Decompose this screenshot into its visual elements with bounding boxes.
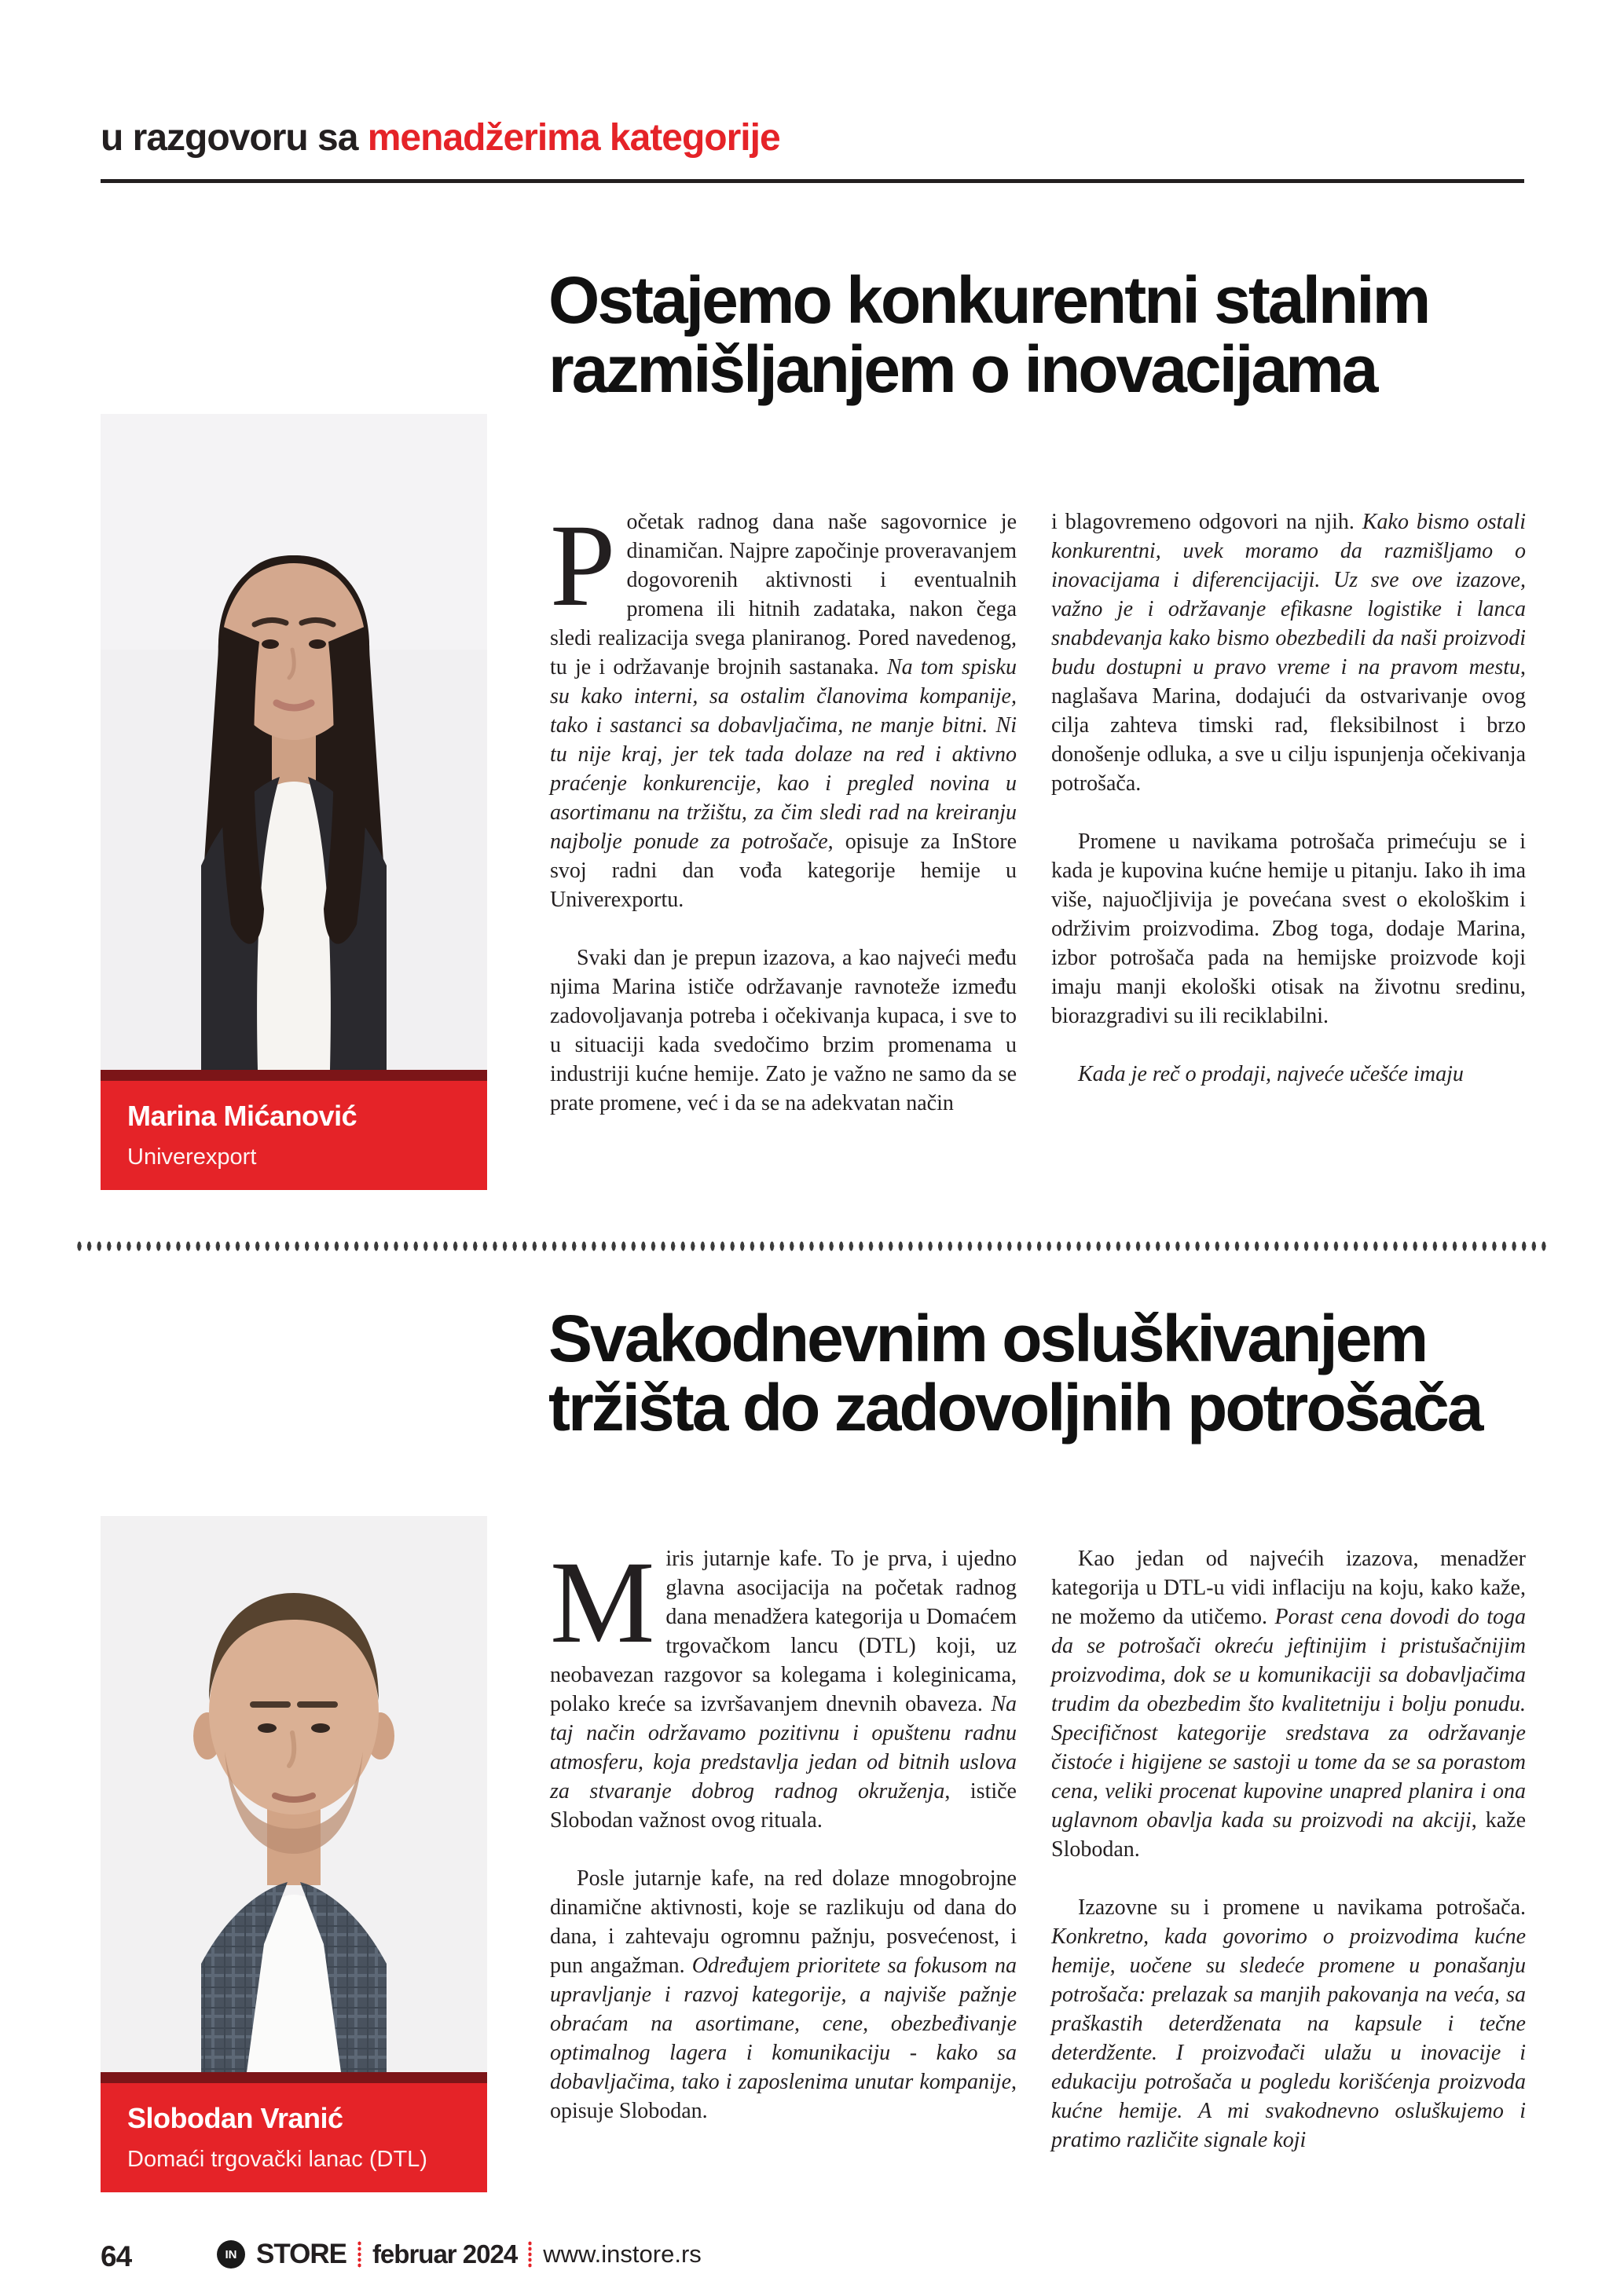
article2-column2 (1051, 1544, 1526, 2155)
kicker-highlight: menadžerima kategorije (367, 117, 780, 159)
website-url: www.instore.rs (543, 2240, 702, 2268)
dropcap: P (550, 500, 616, 631)
header-rule (101, 179, 1524, 183)
portrait-photo-marina (101, 414, 487, 1070)
page-footer (0, 2239, 1624, 2275)
person-name: Slobodan Vranić (127, 2102, 343, 2134)
article2-title (548, 1302, 1554, 1445)
page-number: 64 (101, 2240, 132, 2272)
article2-title-line1: Svakodnevnim osluškivanjem (548, 1302, 1427, 1375)
store-wordmark: STORE (256, 2239, 346, 2269)
article1-title-line1: Ostajemo konkurentni stalnim (548, 263, 1429, 337)
paragraph: Izazovne su i promene u navikama potrošača. Konkretno, kada govorimo o proizvodima kućne hemije, uočene su sledeće promene u ponašanju potrošača: prelazak sa manjih pakovanja na veća, sa praškastih deterdženata na kapsule i tečne deterdžente. I proizvođači ulažu u inovacije i edukaciju potrošača u pogledu korišćenja proizvoda kućne hemije. A mi svakodnevno osluškujemo i pratimo različite signale koji (1051, 1895, 1526, 2152)
caption-dark-strip (101, 2072, 487, 2083)
article1-title (548, 265, 1554, 404)
section-kicker (101, 116, 780, 159)
red-dotted-separator (528, 2241, 532, 2268)
instore-logo-group (217, 2239, 702, 2270)
in-circle-icon: IN (217, 2240, 245, 2269)
article1-title-line2: razmišljanjem o inovacijama (548, 332, 1377, 406)
paragraph: Svaki dan je prepun izazova, a kao najveći među njima Marina ističe održavanje ravnoteže između zadovoljavanja potreba i očekivanja kupaca, i sve to u situaciji kada svedočimo brzim promenama u industriji kućne hemije. Zato je važno ne samo da se prate promene, već i da se na adekvatan način (550, 946, 1017, 1115)
article2-title-line2: tržišta do zadovoljnih potrošača (548, 1371, 1482, 1445)
article1-column2 (1051, 507, 1526, 1089)
person-company: Domaći trgovački lanac (DTL) (127, 2147, 427, 2172)
caption-dark-strip (101, 1070, 487, 1081)
caption-box-slobodan (101, 2072, 487, 2192)
issue-date: februar 2024 (372, 2239, 518, 2269)
paragraph: Početak radnog dana naše sagovornice je dinamičan. Najpre započinje proveravanjem dogovorenih aktivnosti i eventualnih promena ili hitnih zadataka, nakon čega sledi realizacija svega planiranog. Pored navedenog, tu je i održavanje brojnih sastanaka. Na tom spisku su kako interni, sa ostalim članovima kompanije, tako i sastanci sa dobavljačima, ne manje bitni. Ni tu nije kraj, jer tek tada dolaze na red i aktivno praćenje konkurencije, kao i pregled novina u asortimanu na tržištu, za čim sledi rad na kreiranju najbolje ponude za potrošače, opisuje za InStore svoj radni dan vođa kategorije hemije u Univerexportu. (550, 500, 1017, 912)
paragraph: Kada je reč o prodaji, najveće učešće imaju (1078, 1062, 1464, 1086)
paragraph: Miris jutarnje kafe. To je prva, i ujedno glavna asocijacija na početak radnog dana menadžera kategorija u Domaćem trgovačkom lancu (DTL) koji, uz neobavezan razgovor sa kolegama i koleginicama, polako kreće sa izvršavanjem dnevnih obaveza. Na taj način održavamo pozitivnu i opuštenu radnu atmosferu, koja predstavlja jedan od bitnih uslova za stvaranje dobrog radnog okruženja, ističe Slobodan važnost ovog rituala. (550, 1537, 1017, 1833)
paragraph: i blagovremeno odgovori na njih. Kako bismo ostali konkurentni, uvek moramo da razmišljamo o inovacijama i diferencijaciji. Uz sve ove izazove, važno je i održavanje efikasne logistike i lanca snabdevanja kako bismo obezbedili da naši proizvodi budu dostupni u pravo vreme i na pravom mestu, naglašava Marina, dodajući da ostvarivanje ovog cilja zahteva timski rad, fleksibilnost i brzo donošenje odluka, a sve u cilju ispunjenja očekivanja potrošača. (1051, 510, 1526, 796)
red-dotted-separator (357, 2241, 361, 2268)
paragraph: Kao jedan od najvećih izazova, menadžer kategorija u DTL-u vidi inflaciju na koju, kako kaže, ne možemo da utičemo. Porast cena dovodi do toga da se potrošači okreću jeftinijim i pristušačnijim proizvodima, dok se u komunikaciji sa dobavljačima trudim da obezbedim što kvalitetniju i bolju ponudu. Specifičnost kategorije sredstava za održavanje čistoće i higijene se sastoji u tome da se sa porastom cena, veliki procenat kupovine unapred planira i ona uglavnom obavlja kada su proizvodi na akciji, kaže Slobodan. (1051, 1547, 1526, 1862)
kicker-prefix: u razgovoru sa (101, 117, 368, 159)
article1-column1 (550, 500, 1017, 1118)
article2-column1 (550, 1537, 1017, 2126)
paragraph: Posle jutarnje kafe, na red dolaze mnogobrojne dinamične aktivnosti, koje se razlikuju od dana do dana, i zahtevaju ogromnu pažnju, posvećenost, i pun angažman. Određujem prioritete sa fokusom na upravljanje i razvoj kategorije, a najviše pažnje obraćam na asortimane, cene, obezbeđivanje optimalnog lagera i komunikaciju - kako sa dobavljačima, tako i zaposlenima unutar kompanije, opisuje Slobodan. (550, 1866, 1017, 2123)
man-portrait-illustration (101, 1516, 487, 2072)
person-name: Marina Mićanović (127, 1100, 357, 1132)
dotted-divider (75, 1241, 1549, 1251)
person-company: Univerexport (127, 1144, 257, 1170)
woman-portrait-illustration (101, 414, 487, 1070)
caption-box-marina (101, 1070, 487, 1190)
paragraph: Promene u navikama potrošača primećuju se i kada je kupovina kućne hemije u pitanju. Iako ih ima više, najuočljivija je povećana svest o ekološkim i održivim proizvodima. Zbog toga, dodaje Marina, izbor potrošača pada na hemijske proizvode koji imaju manji ekološki otisak na životnu sredinu, biorazgradivi su ili reciklabilni. (1051, 829, 1526, 1028)
portrait-photo-slobodan (101, 1516, 487, 2072)
dropcap: M (550, 1537, 655, 1668)
